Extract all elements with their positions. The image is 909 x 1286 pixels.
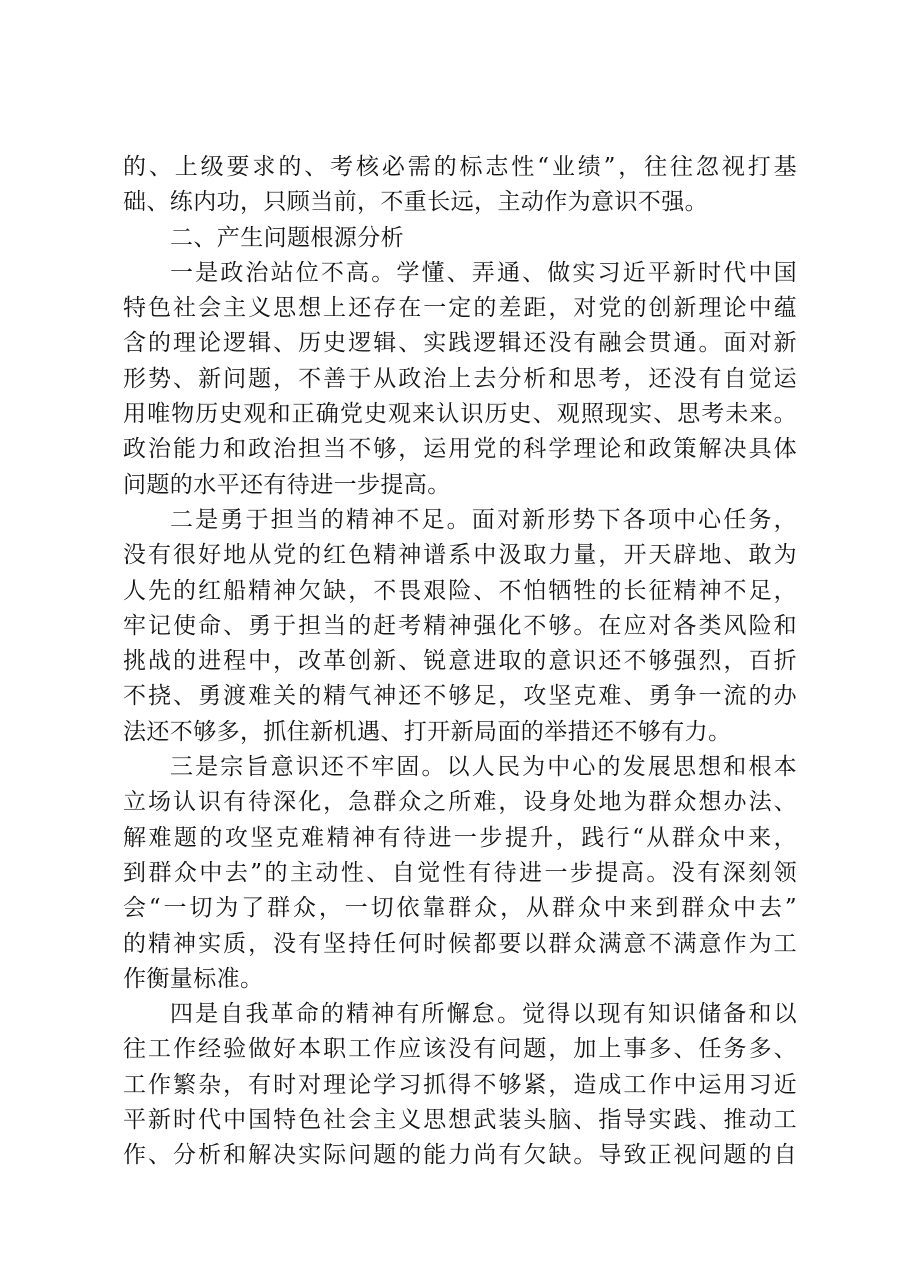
text-line: 四是自我革命的精神有所懈怠。觉得以现有知识储备和以	[170, 1001, 797, 1028]
paragraph-p2	[123, 256, 797, 503]
text-line: 政治能力和政治担当不够，运用党的科学理论和政策解决具体	[123, 436, 797, 463]
paragraph-p4	[123, 750, 797, 997]
text-line: 人先的红船精神欠缺，不畏艰险、不怕牺牲的长征精神不足，	[123, 577, 797, 604]
text-line: 法还不够多，抓住新机遇、打开新局面的举措还不够有力。	[123, 718, 732, 745]
text-line: 会“一切为了群众，一切依靠群众，从群众中来到群众中去”	[123, 895, 797, 922]
text-line: 含的理论逻辑、历史逻辑、实践逻辑还没有融会贯通。面对新	[123, 330, 797, 357]
text-line: 作衡量标准。	[123, 965, 264, 992]
text-line: 一是政治站位不高。学懂、弄通、做实习近平新时代中国	[170, 259, 797, 286]
text-line: 平新时代中国特色社会主义思想武装头脑、指导实践、推动工	[123, 1107, 797, 1134]
text-line: 没有很好地从党的红色精神谱系中汲取力量，开天辟地、敢为	[123, 542, 797, 569]
text-line: 往工作经验做好本职工作应该没有问题，加上事多、任务多、	[123, 1036, 797, 1063]
text-line: 的、上级要求的、考核必需的标志性“业绩”，往往忽视打基	[123, 154, 797, 180]
text-line: 作、分析和解决实际问题的能力尚有欠缺。导致正视问题的自	[123, 1142, 797, 1169]
text-line: 用唯物历史观和正确党史观来认识历史、观照现实、思考未来。	[123, 401, 797, 428]
text-line: 二是勇于担当的精神不足。面对新形势下各项中心任务，	[170, 506, 797, 533]
text-line: 础、练内功，只顾当前，不重长远，主动作为意识不强。	[123, 189, 708, 216]
paragraph-p0	[123, 150, 797, 221]
text-line: 的精神实质，没有坚持任何时候都要以群众满意不满意作为工	[123, 930, 797, 957]
text-line: 特色社会主义思想上还存在一定的差距，对党的创新理论中蕴	[123, 295, 797, 322]
paragraph-p3	[123, 503, 797, 750]
text-line: 工作繁杂，有时对理论学习抓得不够紧，造成工作中运用习近	[123, 1071, 797, 1098]
text-line: 三是宗旨意识还不牢固。以人民为中心的发展思想和根本	[170, 754, 797, 781]
text-line: 到群众中去”的主动性、自觉性有待进一步提高。没有深刻领	[123, 859, 797, 886]
text-line: 形势、新问题，不善于从政治上去分析和思考，还没有自觉运	[123, 365, 797, 392]
paragraph-p5	[123, 997, 797, 1173]
document-body	[123, 150, 797, 1174]
text-line: 挑战的进程中，改革创新、锐意进取的意识还不够强烈，百折	[123, 648, 797, 675]
text-line: 不挠、勇渡难关的精气神还不够足，攻坚克难、勇争一流的办	[123, 683, 797, 710]
text-line: 问题的水平还有待进一步提高。	[123, 471, 451, 498]
paragraph-p1	[123, 221, 797, 256]
text-line: 解难题的攻坚克难精神有待进一步提升，践行“从群众中来，	[123, 824, 797, 851]
text-line: 牢记使命、勇于担当的赶考精神强化不够。在应对各类风险和	[123, 612, 797, 639]
text-line: 二、产生问题根源分析	[170, 224, 404, 251]
text-line: 立场认识有待深化，急群众之所难，设身处地为群众想办法、	[123, 789, 797, 816]
